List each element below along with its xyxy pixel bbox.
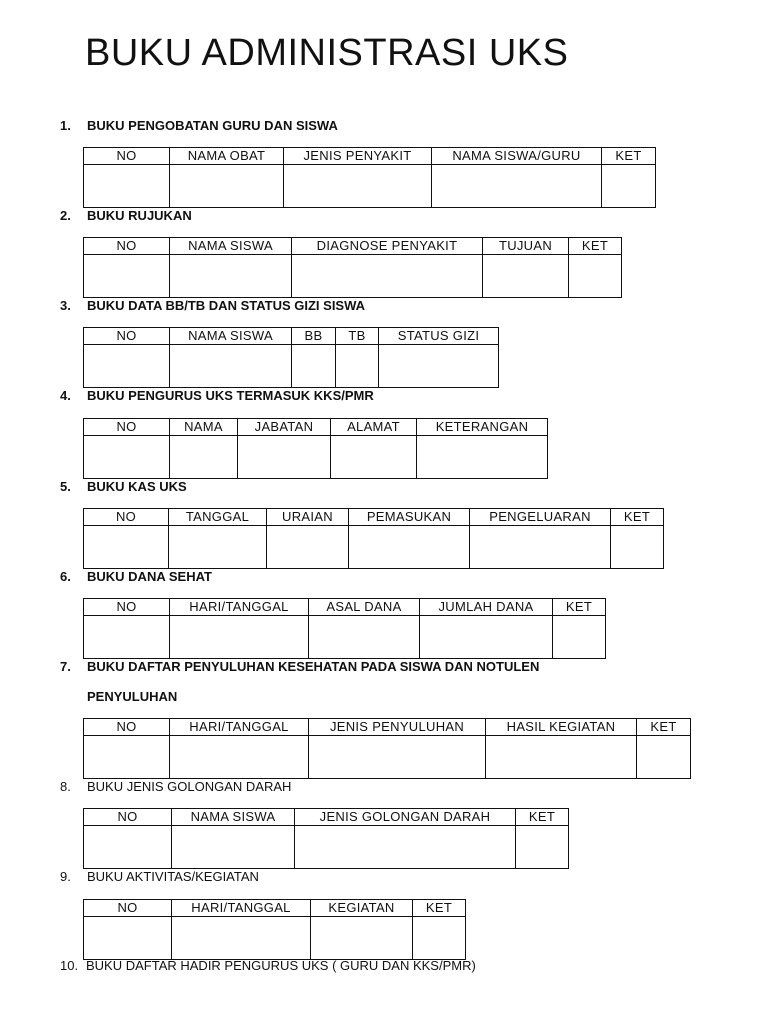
empty-cell — [292, 255, 483, 298]
column-header: NO — [84, 809, 172, 826]
column-header: NAMA SISWA — [170, 238, 292, 255]
empty-cell — [170, 616, 309, 659]
section-number: 3. — [60, 298, 71, 313]
empty-cell — [417, 436, 548, 479]
section-title: BUKU DANA SEHAT — [87, 569, 212, 584]
table-header-row — [84, 148, 656, 165]
table-header-row — [84, 809, 569, 826]
column-header: NO — [84, 719, 170, 736]
column-header: JUMLAH DANA — [420, 599, 553, 616]
section-title: BUKU PENGURUS UKS TERMASUK KKS/PMR — [87, 388, 374, 403]
table-row — [84, 616, 606, 659]
section-number: 7. — [60, 659, 71, 674]
section-title: BUKU DAFTAR PENYULUHAN KESEHATAN PADA SISWA DAN NOTULEN — [87, 659, 540, 674]
section-title: BUKU DATA BB/TB DAN STATUS GIZI SISWA — [87, 298, 366, 313]
form-table — [83, 237, 622, 298]
section-heading-continued: PENYULUHAN — [87, 689, 178, 704]
form-table — [83, 808, 569, 869]
column-header: KEGIATAN — [311, 900, 413, 917]
table-row — [84, 917, 466, 960]
empty-cell — [170, 165, 284, 208]
table-header-row — [84, 238, 622, 255]
column-header: NAMA SISWA — [170, 328, 292, 345]
page-title: BUKU ADMINISTRASI UKS — [85, 32, 569, 74]
empty-cell — [84, 345, 170, 388]
column-header: KET — [637, 719, 691, 736]
column-header: PEMASUKAN — [349, 509, 470, 526]
empty-cell — [284, 165, 432, 208]
empty-cell — [238, 436, 331, 479]
column-header: NAMA SISWA/GURU — [432, 148, 602, 165]
empty-cell — [84, 436, 170, 479]
empty-cell — [553, 616, 606, 659]
section-number: 2. — [60, 208, 71, 223]
form-table — [83, 147, 656, 208]
empty-cell — [331, 436, 417, 479]
column-header: KET — [602, 148, 656, 165]
form-table — [83, 899, 466, 960]
form-table — [83, 508, 664, 569]
empty-cell — [169, 526, 267, 569]
column-header: HARI/TANGGAL — [170, 719, 309, 736]
section-heading — [60, 779, 291, 795]
empty-cell — [295, 826, 516, 869]
section-heading — [60, 479, 187, 495]
empty-cell — [172, 826, 295, 869]
empty-cell — [170, 345, 292, 388]
column-header: PENGELUARAN — [470, 509, 611, 526]
empty-cell — [420, 616, 553, 659]
table-row — [84, 736, 691, 779]
empty-cell — [84, 616, 170, 659]
section-title: BUKU KAS UKS — [87, 479, 187, 494]
empty-cell — [470, 526, 611, 569]
empty-cell — [84, 736, 170, 779]
column-header: NO — [84, 599, 170, 616]
column-header: NO — [84, 509, 169, 526]
section-number: 6. — [60, 569, 71, 584]
section-heading — [60, 569, 212, 585]
column-header: NO — [84, 238, 170, 255]
column-header: TUJUAN — [483, 238, 569, 255]
empty-cell — [292, 345, 336, 388]
empty-cell — [84, 826, 172, 869]
section-heading — [60, 388, 374, 404]
empty-cell — [170, 736, 309, 779]
section-number: 5. — [60, 479, 71, 494]
empty-cell — [170, 436, 238, 479]
table-row — [84, 826, 569, 869]
column-header: NO — [84, 900, 172, 917]
column-header: ASAL DANA — [309, 599, 420, 616]
empty-cell — [309, 616, 420, 659]
table-header-row — [84, 328, 499, 345]
empty-cell — [483, 255, 569, 298]
column-header: KET — [413, 900, 466, 917]
section-title: BUKU JENIS GOLONGAN DARAH — [87, 779, 292, 794]
section-heading — [60, 118, 338, 134]
column-header: NAMA OBAT — [170, 148, 284, 165]
column-header: JABATAN — [238, 419, 331, 436]
form-table — [83, 327, 499, 388]
column-header: NAMA SISWA — [172, 809, 295, 826]
section-heading — [60, 958, 476, 974]
table-row — [84, 436, 548, 479]
column-header: JENIS PENYULUHAN — [309, 719, 486, 736]
column-header: STATUS GIZI — [379, 328, 499, 345]
empty-cell — [602, 165, 656, 208]
empty-cell — [637, 736, 691, 779]
column-header: JENIS GOLONGAN DARAH — [295, 809, 516, 826]
empty-cell — [516, 826, 569, 869]
table-row — [84, 255, 622, 298]
table-header-row — [84, 900, 466, 917]
column-header: HASIL KEGIATAN — [486, 719, 637, 736]
column-header: NO — [84, 419, 170, 436]
column-header: BB — [292, 328, 336, 345]
empty-cell — [611, 526, 664, 569]
column-header: JENIS PENYAKIT — [284, 148, 432, 165]
form-table — [83, 718, 691, 779]
column-header: NO — [84, 148, 170, 165]
section-number: 4. — [60, 388, 71, 403]
section-number: 9. — [60, 869, 71, 884]
column-header: TANGGAL — [169, 509, 267, 526]
section-title: BUKU RUJUKAN — [87, 208, 192, 223]
column-header: HARI/TANGGAL — [170, 599, 309, 616]
table-header-row — [84, 509, 664, 526]
section-number: 1. — [60, 118, 71, 133]
empty-cell — [311, 917, 413, 960]
column-header: KET — [611, 509, 664, 526]
empty-cell — [413, 917, 466, 960]
column-header: ALAMAT — [331, 419, 417, 436]
empty-cell — [569, 255, 622, 298]
section-heading — [60, 208, 192, 224]
section-number: 10. — [60, 958, 79, 973]
table-row — [84, 165, 656, 208]
column-header: KETERANGAN — [417, 419, 548, 436]
column-header: NO — [84, 328, 170, 345]
empty-cell — [84, 917, 172, 960]
empty-cell — [170, 255, 292, 298]
table-header-row — [84, 599, 606, 616]
column-header: TB — [336, 328, 379, 345]
empty-cell — [309, 736, 486, 779]
column-header: KET — [516, 809, 569, 826]
section-heading — [60, 659, 539, 675]
empty-cell — [84, 255, 170, 298]
empty-cell — [84, 165, 170, 208]
form-table — [83, 598, 606, 659]
empty-cell — [84, 526, 169, 569]
empty-cell — [486, 736, 637, 779]
column-header: KET — [569, 238, 622, 255]
table-header-row — [84, 419, 548, 436]
column-header: URAIAN — [267, 509, 349, 526]
table-row — [84, 526, 664, 569]
column-header: NAMA — [170, 419, 238, 436]
section-heading — [60, 869, 259, 885]
empty-cell — [267, 526, 349, 569]
section-title: BUKU DAFTAR HADIR PENGURUS UKS ( GURU DAN KKS/PMR) — [86, 958, 476, 973]
empty-cell — [349, 526, 470, 569]
empty-cell — [172, 917, 311, 960]
section-number: 8. — [60, 779, 71, 794]
empty-cell — [432, 165, 602, 208]
section-title: BUKU AKTIVITAS/KEGIATAN — [87, 869, 259, 884]
section-title: BUKU PENGOBATAN GURU DAN SISWA — [87, 118, 338, 133]
table-header-row — [84, 719, 691, 736]
section-heading — [60, 298, 365, 314]
column-header: DIAGNOSE PENYAKIT — [292, 238, 483, 255]
empty-cell — [336, 345, 379, 388]
column-header: HARI/TANGGAL — [172, 900, 311, 917]
form-table — [83, 418, 548, 479]
column-header: KET — [553, 599, 606, 616]
table-row — [84, 345, 499, 388]
empty-cell — [379, 345, 499, 388]
